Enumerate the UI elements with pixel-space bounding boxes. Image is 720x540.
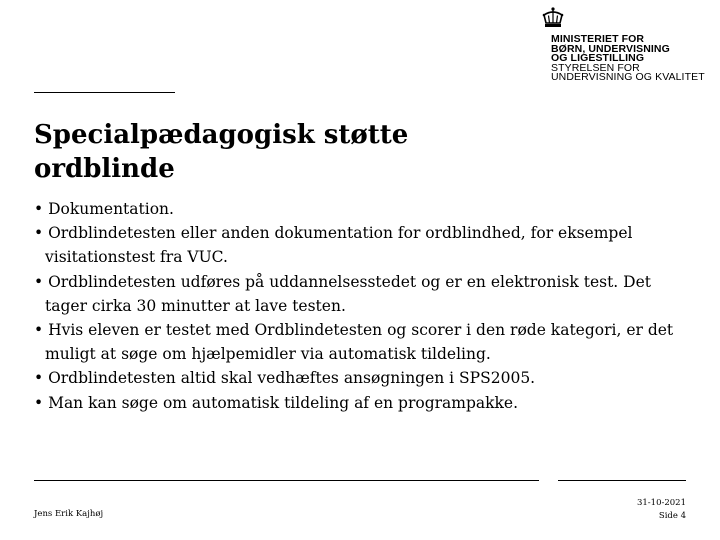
footer-divider-left xyxy=(34,480,539,481)
footer-divider-right xyxy=(558,480,686,481)
title-line: ordblinde xyxy=(34,154,175,184)
title-line: Specialpædagogisk støtte xyxy=(34,120,409,150)
logo-line: OG LIGESTILLING xyxy=(551,52,645,65)
footer-date: 31-10-2021 xyxy=(636,498,686,508)
logo-line: UNDERVISNING OG KVALITET xyxy=(551,71,705,84)
bullet-list xyxy=(34,197,684,415)
page-number: Side 4 xyxy=(658,511,686,521)
logo-line: MINISTERIET FOR xyxy=(551,33,645,45)
title-divider xyxy=(34,92,175,93)
bullet-item: • Ordblindetesten udføres på uddannelsesstedet og er en elektronisk test. Det tager cirka 30 minutter at lave testen. xyxy=(34,272,651,315)
bullet-item: • Ordblindetesten altid skal vedhæftes ansøgningen i SPS2005. xyxy=(34,369,536,388)
footer-author: Jens Erik Kajhøj xyxy=(34,509,104,519)
bullet-item: • Ordblindetesten eller anden dokumentation for ordblindhed, for eksempel visitationstest fra VUC. xyxy=(34,224,633,267)
slide-title xyxy=(34,118,408,186)
bullet-item: • Man kan søge om automatisk tildeling af en programpakke. xyxy=(34,393,519,412)
footer-meta xyxy=(637,497,686,523)
ministry-logo xyxy=(540,6,710,86)
logo-text xyxy=(551,35,705,83)
bullet-item: • Dokumentation. xyxy=(34,200,174,218)
logo-line: BØRN, UNDERVISNING xyxy=(551,42,670,55)
logo-line: STYRELSEN FOR xyxy=(551,61,640,74)
crown-icon xyxy=(540,6,566,32)
bullet-item: • Hvis eleven er testet med Ordblindetesten og scorer i den røde kategori, er det muligt at søge om hjælpemidler via automatisk tildeling. xyxy=(34,321,674,364)
